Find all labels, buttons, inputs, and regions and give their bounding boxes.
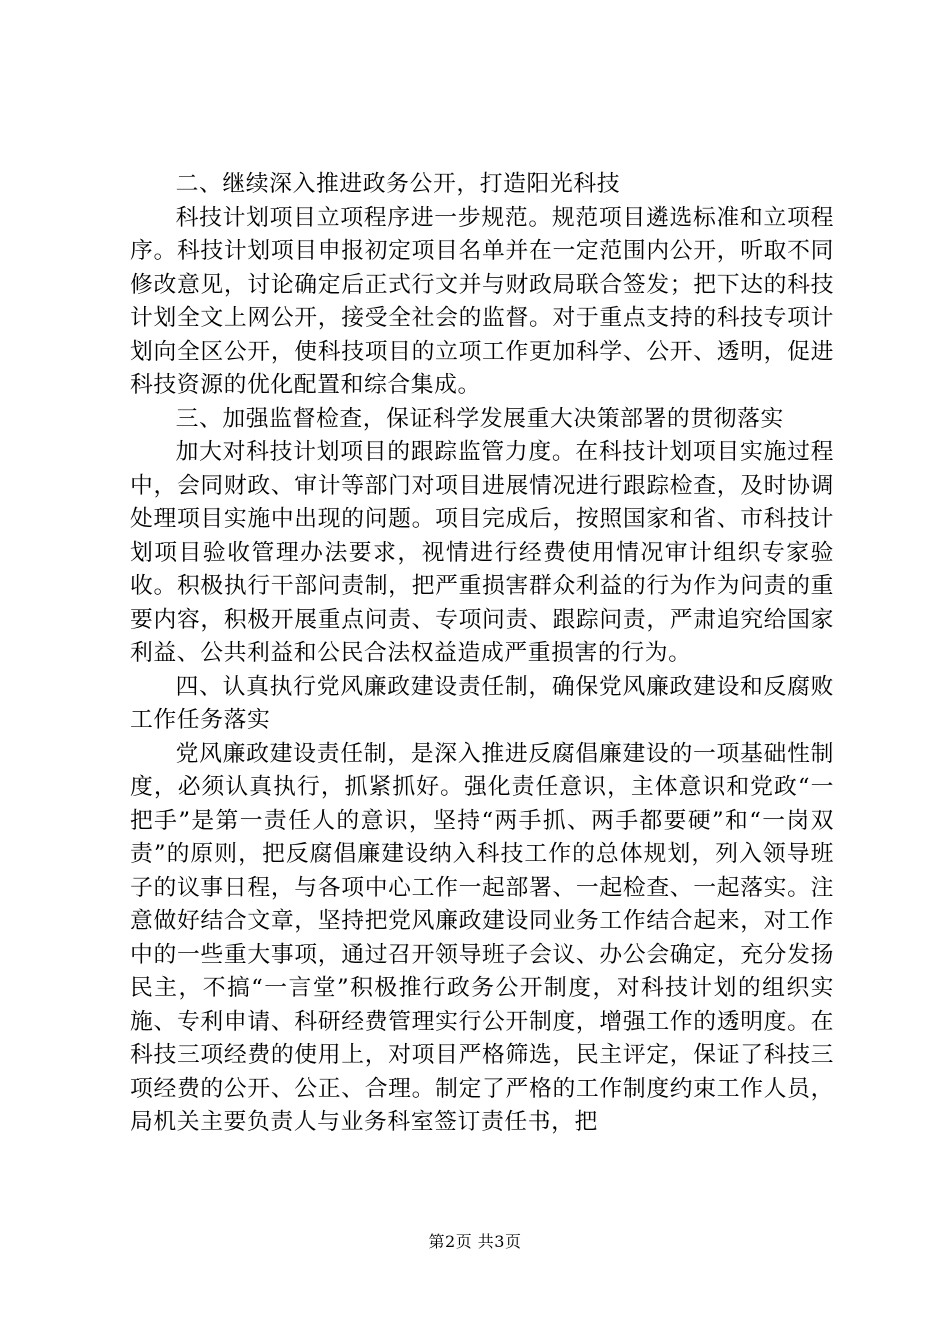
page-number-footer: 第2页 共3页 xyxy=(428,1232,522,1251)
section-heading-3: 三、加强监督检查，保证科学发展重大决策部署的贯彻落实 xyxy=(175,405,784,432)
body-paragraph: 科技计划项目立项程序进一步规范。规范项目遴选标准和立项程序。科技计划项目申报初定项目名单并在一定范围内公开，听取不同修改意见，讨论确定后正式行文并与财政局联合签发；把下达的科技计划全文上网公开，接受全社会的监督。对于重点支持的科技专项计划向全区公开，使科技项目的立项工作更加科学、公开、透明，促进科技资源的优化配置和综合集成。 xyxy=(130,204,834,398)
document-body xyxy=(130,168,834,1140)
section-heading-4: 四、认真执行党风廉政建设责任制，确保党风廉政建设和反腐败工作任务落实 xyxy=(130,673,834,733)
section-heading-2: 二、继续深入推进政务公开，打造阳光科技 xyxy=(175,171,621,197)
body-paragraph: 加大对科技计划项目的跟踪监管力度。在科技计划项目实施过程中，会同财政、审计等部门对项目进展情况进行跟踪检查，及时协调处理项目实施中出现的问题。项目完成后，按照国家和省、市科技计划项目验收管理办法要求，视情进行经费使用情况审计组织专家验收。积极执行干部问责制，把严重损害群众利益的行为作为问责的重要内容，积极开展重点问责、专项问责、跟踪问责，严肃追究给国家利益、公共利益和公民合法权益造成严重损害的行为。 xyxy=(130,439,834,666)
body-paragraph: 党风廉政建设责任制，是深入推进反腐倡廉建设的一项基础性制度，必须认真执行，抓紧抓好。强化责任意识，主体意识和党政“一把手”是第一责任人的意识，坚持“两手抓、两手都要硬”和“一岗双责”的原则，把反腐倡廉建设纳入科技工作的总体规划，列入领导班子的议事日程，与各项中心工作一起部署、一起检查、一起落实。注意做好结合文章，坚持把党风廉政建设同业务工作结合起来，对工作中的一些重大事项，通过召开领导班子会议、办公会确定，充分发扬民主，不搞“一言堂”积极推行政务公开制度，对科技计划的组织实施、专利申请、科研经费管理实行公开制度，增强工作的透明度。在科技三项经费的使用上，对项目严格筛选，民主评定，保证了科技三项经费的公开、公正、合理。制定了严格的工作制度约束工作人员，局机关主要负责人与业务科室签订责任书，把 xyxy=(130,740,834,1135)
